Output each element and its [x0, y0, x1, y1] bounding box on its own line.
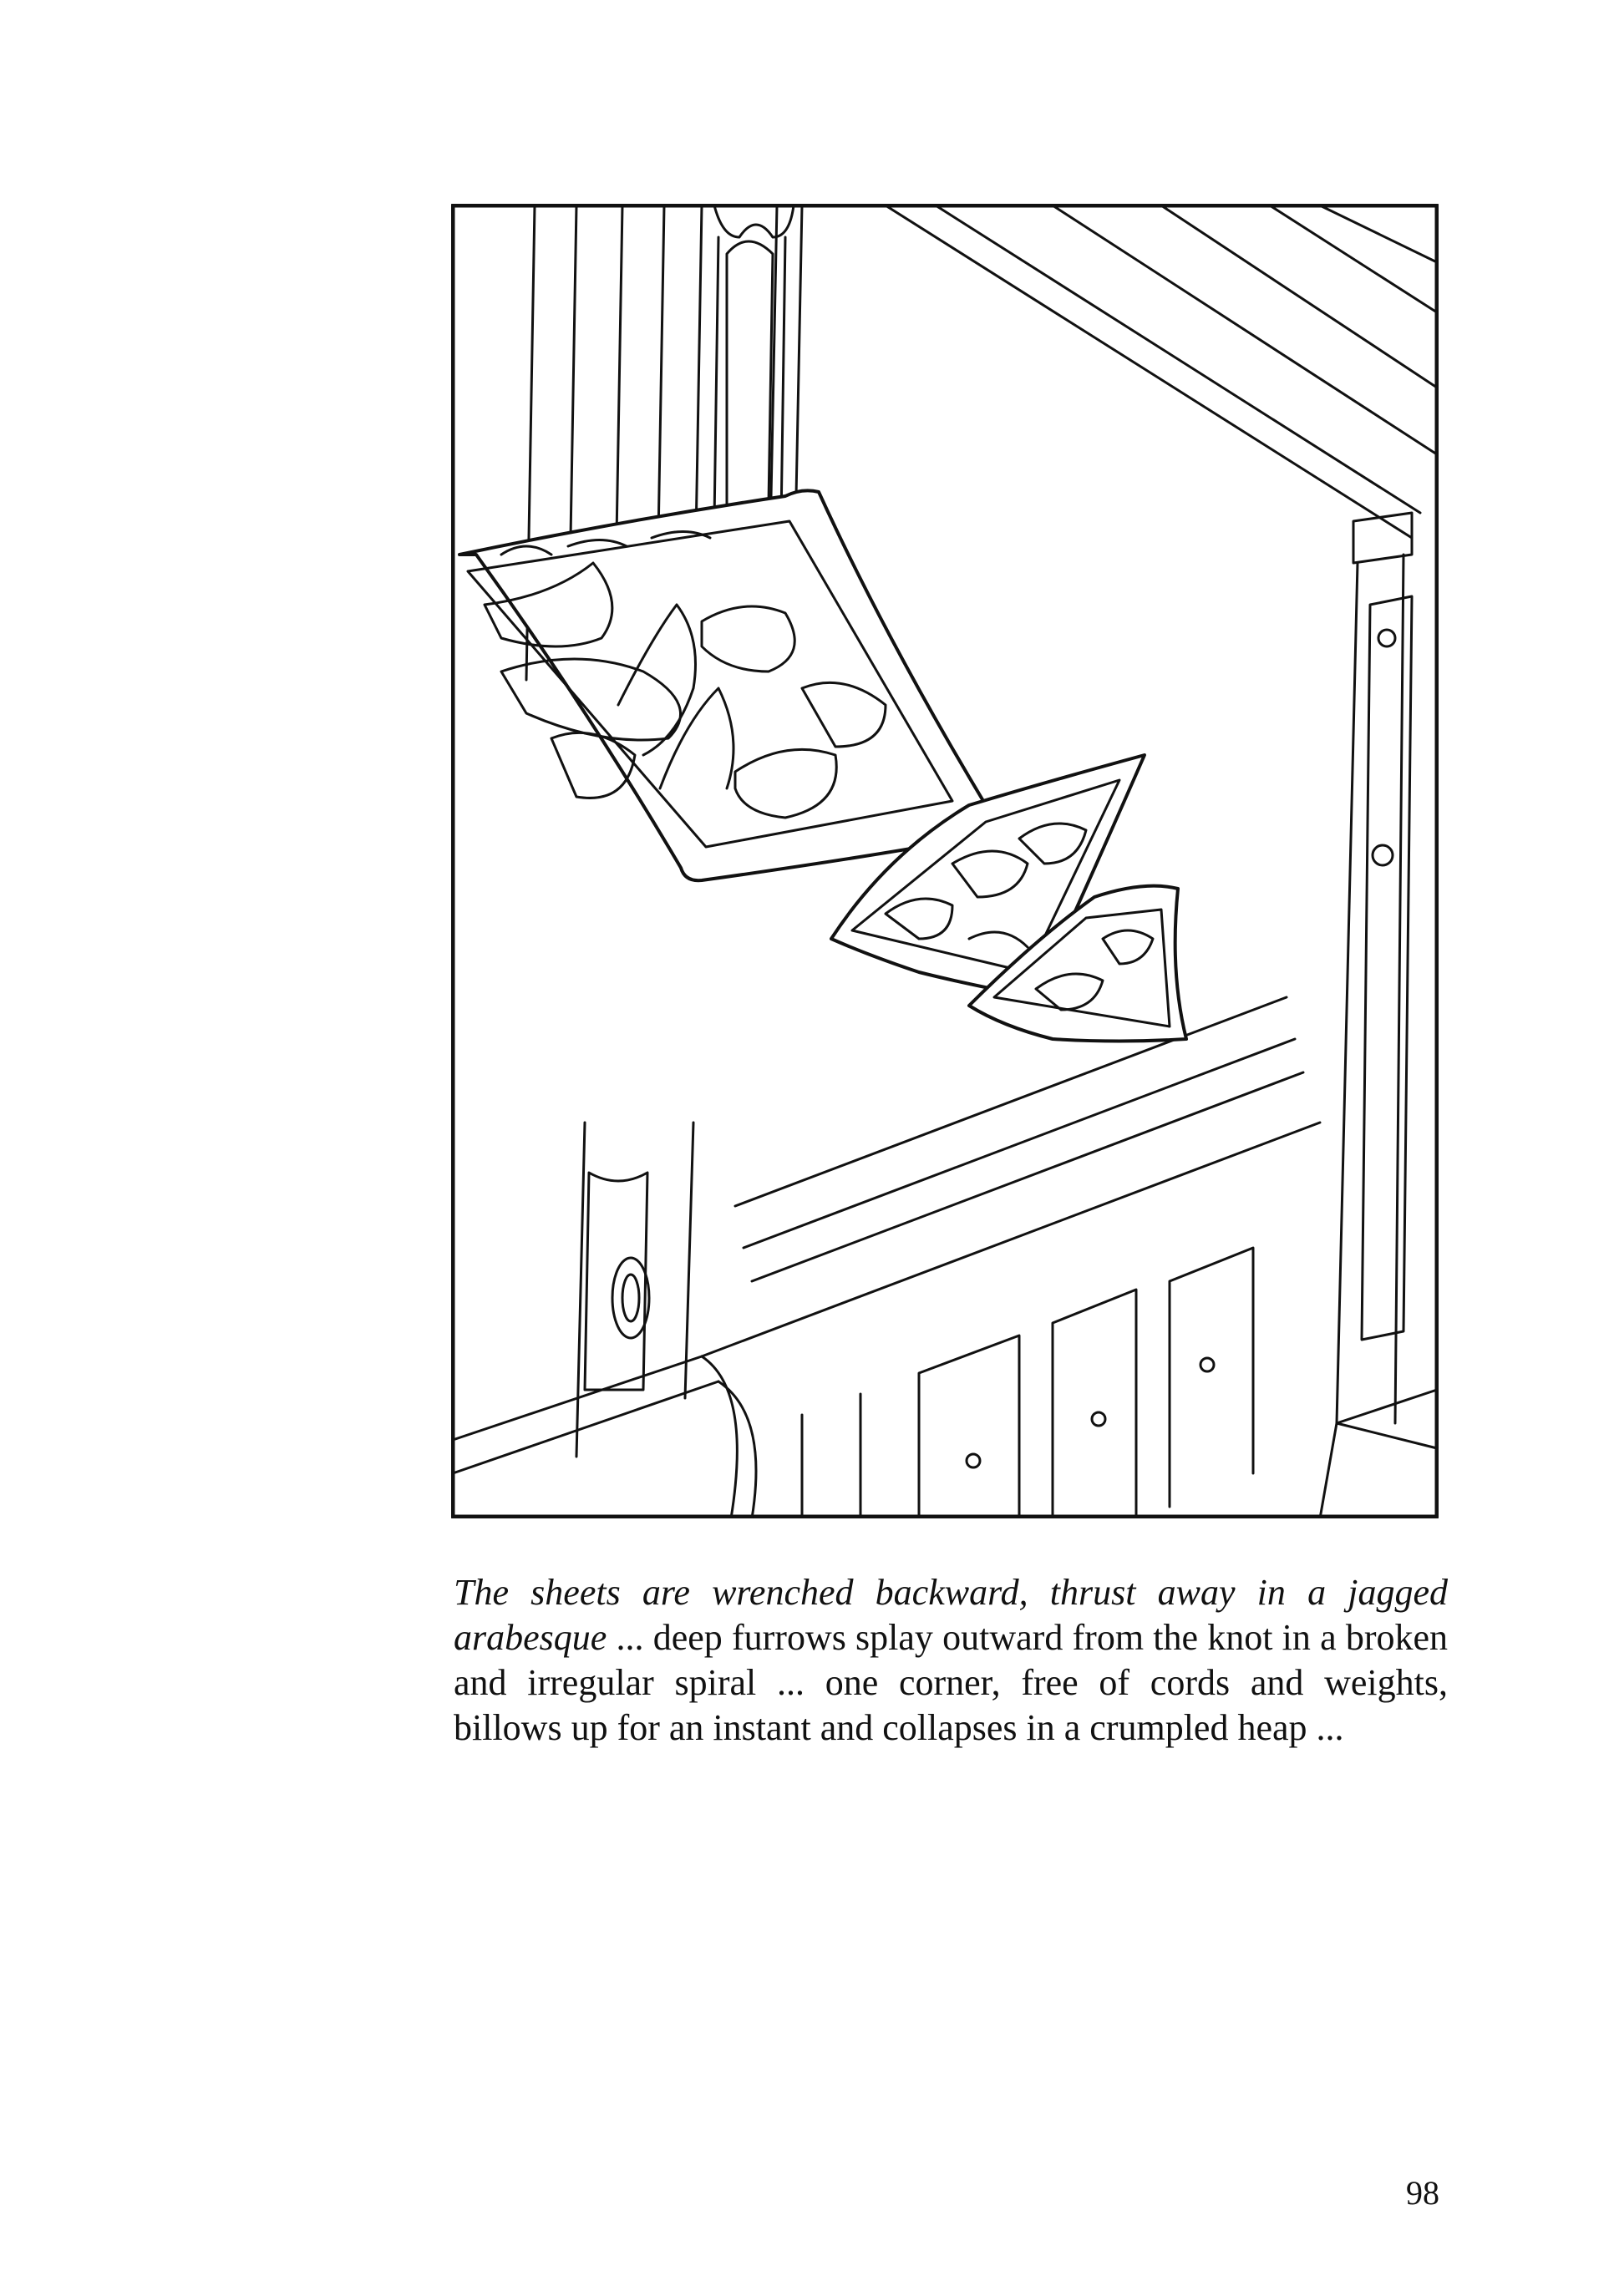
- caption-text: [454, 1570, 1448, 1751]
- caption-italic: The sheets are wrenched backward, thrust away in a jagged arabesque: [454, 1572, 1448, 1658]
- right-column: [1337, 513, 1412, 1423]
- illustration: [451, 204, 1439, 1518]
- illustration-drawing: [451, 204, 1439, 1518]
- cabinet-drawers: [802, 1248, 1437, 1518]
- plant-sheet-large: [459, 490, 988, 880]
- ceiling-beams: [886, 205, 1437, 538]
- page-number: 98: [1406, 2174, 1439, 2212]
- caption-roman: ... deep furrows splay outward from the knot in a broken and irregular spiral ... one corner, free of cords and weights, billows up for an instant and collapses in a crumpled heap ...: [454, 1617, 1448, 1748]
- window-sill: [702, 997, 1320, 1356]
- left-lower-panel: [453, 1123, 756, 1518]
